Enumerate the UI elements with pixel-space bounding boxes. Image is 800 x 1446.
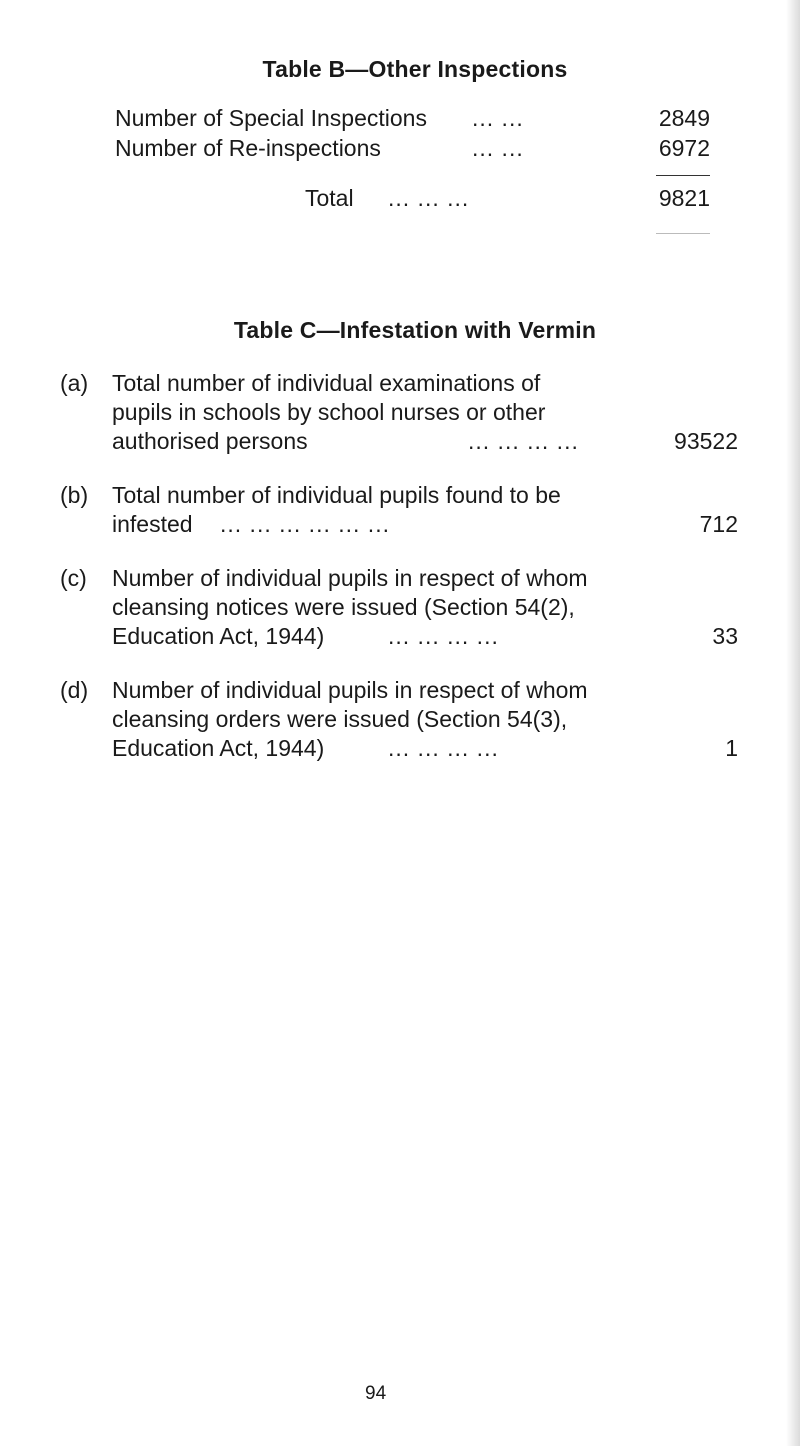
total-rule — [656, 233, 710, 234]
item-text-line: cleansing notices were issued (Section 54(2), — [112, 594, 575, 620]
table-c-title: Table C—Infestation with Vermin — [233, 317, 597, 343]
table-b-title: Table B—Other Inspections — [262, 56, 568, 82]
item-marker: (c) — [60, 565, 87, 591]
item-leader-dots: ... ... ... ... ... ... — [220, 511, 390, 537]
total-value: 9821 — [658, 185, 710, 211]
item-text-line: Total number of individual examinations of — [112, 370, 541, 396]
total-label: Total — [305, 185, 354, 211]
item-leader-dots: ... ... ... ... — [388, 623, 499, 649]
page-number: 94 — [365, 1383, 387, 1404]
item-value: 1 — [725, 735, 738, 761]
item-text-line: cleansing orders were issued (Section 54(3), — [112, 706, 568, 732]
row-value: 6972 — [658, 135, 710, 161]
page-edge-shadow — [786, 0, 800, 1446]
item-text-line: Number of individual pupils in respect of whom — [112, 565, 588, 591]
row-leader-dots: ... ... — [472, 135, 524, 161]
item-text-line: Education Act, 1944) — [112, 623, 325, 649]
row-leader-dots: ... ... — [472, 105, 524, 131]
row-value: 2849 — [658, 105, 710, 131]
item-value: 712 — [699, 511, 738, 537]
item-text-line: authorised persons — [112, 428, 308, 454]
row-label: Number of Special Inspections — [115, 105, 427, 131]
item-marker: (d) — [60, 677, 89, 703]
item-value: 93522 — [674, 428, 738, 454]
item-leader-dots: ... ... ... ... — [468, 428, 579, 454]
total-leader-dots: ... ... ... — [388, 185, 470, 211]
item-text-line: pupils in schools by school nurses or other — [112, 399, 546, 425]
item-text-line: Number of individual pupils in respect of whom — [112, 677, 588, 703]
item-text-line: Education Act, 1944) — [112, 735, 325, 761]
table-b-row — [0, 135, 800, 165]
table-b-row — [0, 105, 800, 135]
item-marker: (b) — [60, 482, 89, 508]
table-b-total-row — [0, 185, 800, 215]
item-text-line: infested — [112, 511, 193, 537]
item-leader-dots: ... ... ... ... — [388, 735, 499, 761]
item-marker: (a) — [60, 370, 89, 396]
row-label: Number of Re-inspections — [115, 135, 381, 161]
item-value: 33 — [712, 623, 738, 649]
subtotal-rule — [656, 175, 710, 176]
item-text-line: Total number of individual pupils found to be — [112, 482, 561, 508]
